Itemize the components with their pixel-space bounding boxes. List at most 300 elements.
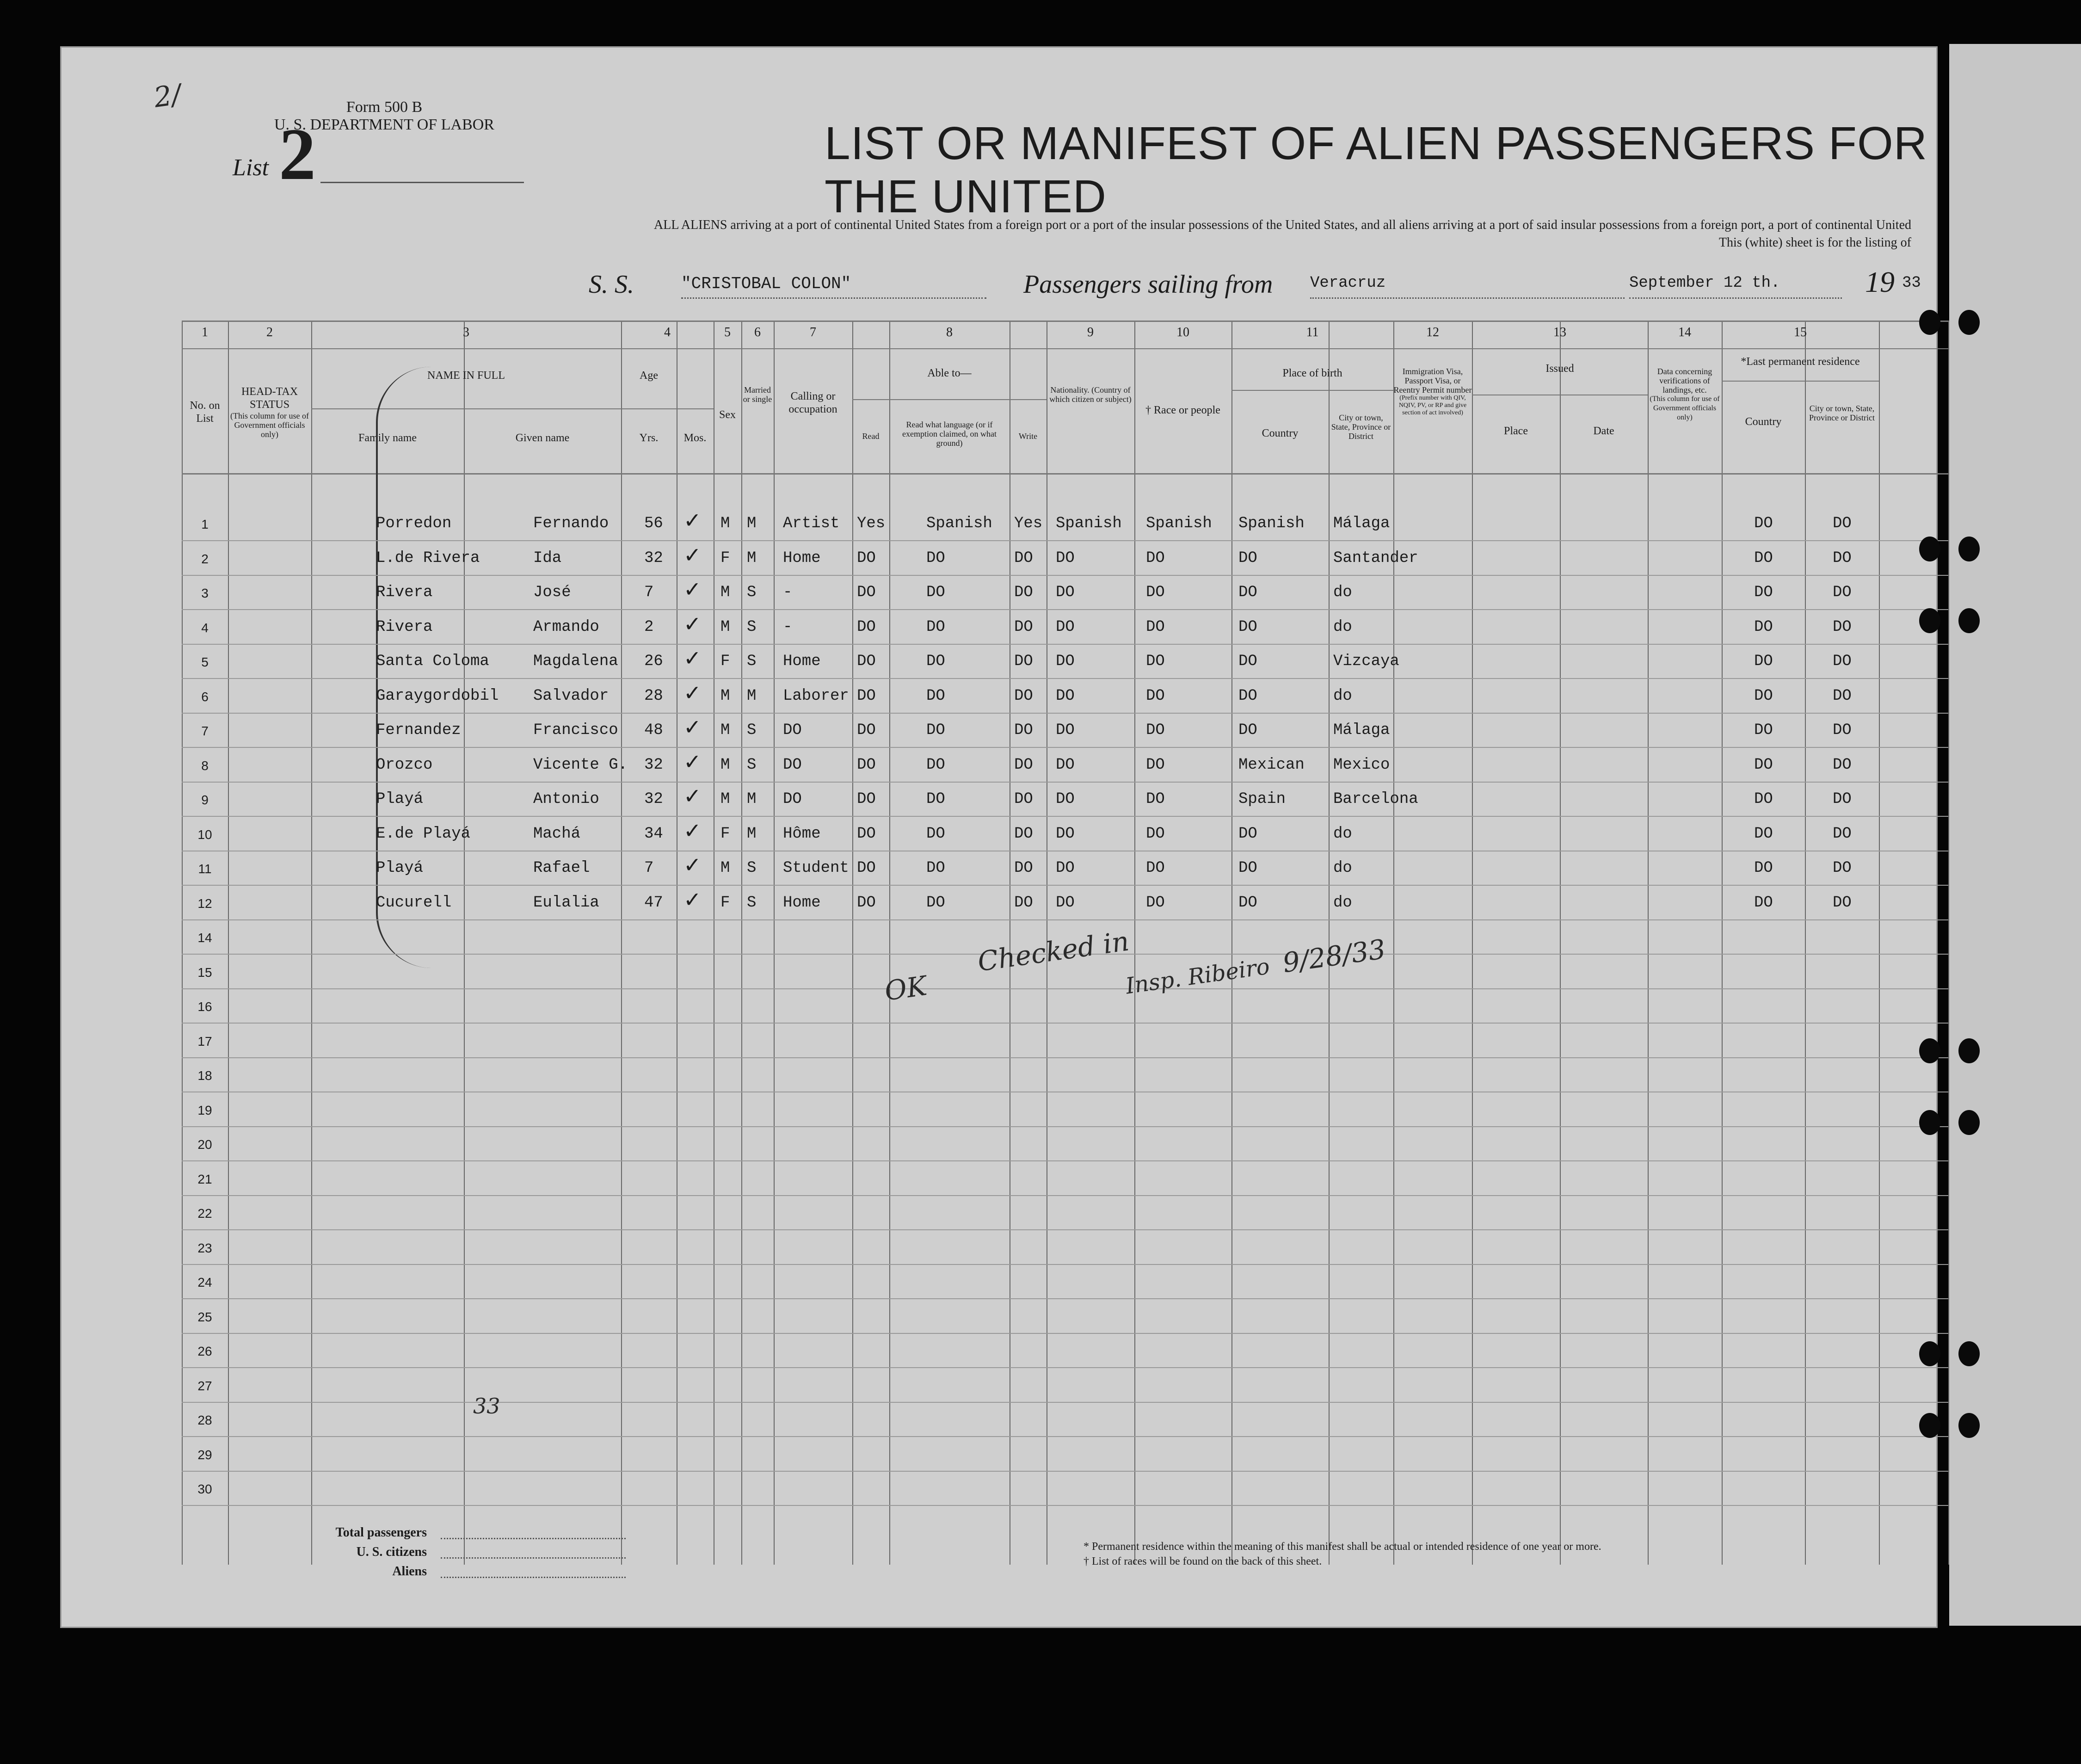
can-write: DO <box>1014 584 1033 601</box>
row-number: 4 <box>201 620 209 635</box>
row-number: 27 <box>197 1378 212 1393</box>
col-number-9: 9 <box>1087 325 1094 339</box>
race: DO <box>1146 825 1165 843</box>
race: DO <box>1146 756 1165 774</box>
can-write: DO <box>1014 894 1033 912</box>
can-read: DO <box>857 584 876 601</box>
can-read: DO <box>857 549 876 567</box>
birth-country: Mexican <box>1238 756 1305 774</box>
can-write: DO <box>1014 825 1033 843</box>
list-label: List <box>233 154 269 181</box>
birth-city: do <box>1333 825 1352 843</box>
family-name: Cucurell <box>376 894 452 912</box>
department-name: U. S. DEPARTMENT OF LABOR <box>274 116 494 133</box>
row-rule <box>182 782 1948 783</box>
race: DO <box>1146 722 1165 739</box>
age-years: 32 <box>644 756 663 774</box>
row-rule <box>182 540 1948 541</box>
sex: M <box>720 515 730 532</box>
family-name: Orozco <box>376 756 433 774</box>
row-number: 1 <box>201 517 209 531</box>
row-rule <box>182 747 1948 748</box>
birth-city: Málaga <box>1333 722 1390 739</box>
marital-status: S <box>747 859 757 877</box>
margin-number: 33 <box>473 1394 500 1419</box>
marital-status: S <box>747 618 757 636</box>
residence-country: DO <box>1754 894 1773 912</box>
hdr-read-language: Read what language (or if exemption claimed, on what ground) <box>902 420 997 448</box>
sex: M <box>720 584 730 601</box>
occupation: - <box>783 618 793 636</box>
family-name: L.de Rivera <box>376 549 480 567</box>
hdr-verification <box>1648 367 1722 422</box>
row-rule <box>182 1298 1948 1299</box>
row-number: 22 <box>197 1206 212 1221</box>
age-years: 7 <box>644 584 654 601</box>
hdr-lr-country: Country <box>1745 416 1782 428</box>
birth-country: DO <box>1238 584 1257 601</box>
birth-city: do <box>1333 859 1352 877</box>
residence-country: DO <box>1754 549 1773 567</box>
list-number: 2 <box>279 113 316 195</box>
ship-line <box>589 265 1953 311</box>
col-number-11: 11 <box>1306 325 1319 339</box>
occupation: Home <box>783 653 821 670</box>
punch-hole <box>1919 1038 1940 1063</box>
occupation: Student <box>783 859 849 877</box>
col-number-3: 3 <box>463 325 469 339</box>
marital-status: S <box>747 584 757 601</box>
can-read: DO <box>857 653 876 670</box>
age-years: 56 <box>644 515 663 532</box>
read-language: DO <box>926 894 945 912</box>
nationality: Spanish <box>1056 515 1122 532</box>
age-years: 7 <box>644 859 654 877</box>
marital-status: M <box>747 790 757 808</box>
row-rule <box>182 1402 1948 1403</box>
residence-city: DO <box>1833 756 1852 774</box>
read-language: Spanish <box>926 515 992 532</box>
check-mark-icon: ✓ <box>683 887 702 912</box>
hdr-yrs: Yrs. <box>639 432 659 444</box>
family-name: Santa Coloma <box>376 653 489 670</box>
residence-city: DO <box>1833 825 1852 843</box>
check-mark-icon: ✓ <box>683 715 702 740</box>
given-name: Fernando <box>533 515 609 532</box>
sex: M <box>720 687 730 705</box>
read-language: DO <box>926 722 945 739</box>
ship-name-line <box>681 297 986 299</box>
hdr-able-to: Able to— <box>927 367 972 379</box>
can-write: Yes <box>1014 515 1043 532</box>
birth-country: DO <box>1238 825 1257 843</box>
marital-status: S <box>747 756 757 774</box>
year-prefix: 19 <box>1865 265 1895 298</box>
given-name: Antonio <box>533 790 599 808</box>
check-mark-icon: ✓ <box>683 646 702 671</box>
age-years: 32 <box>644 790 663 808</box>
sailing-from: Veracruz <box>1310 274 1386 292</box>
given-name: Rafael <box>533 859 590 877</box>
punch-hole <box>1958 537 1980 561</box>
race: DO <box>1146 618 1165 636</box>
nationality: DO <box>1056 825 1075 843</box>
sex: F <box>720 894 730 912</box>
hdr-head-tax-title: HEAD-TAX STATUS <box>241 386 298 411</box>
birth-country: DO <box>1238 894 1257 912</box>
occupation: Home <box>783 894 821 912</box>
residence-city: DO <box>1833 790 1852 808</box>
hdr-birth-city: City or town, State, Province or District <box>1331 413 1391 441</box>
row-number: 21 <box>197 1172 212 1186</box>
marital-status: S <box>747 653 757 670</box>
can-write: DO <box>1014 756 1033 774</box>
row-rule <box>182 816 1948 817</box>
sailing-date: September 12 th. <box>1629 274 1780 292</box>
nationality: DO <box>1056 722 1075 739</box>
row-rule <box>182 1126 1948 1127</box>
race: DO <box>1146 859 1165 877</box>
read-language: DO <box>926 687 945 705</box>
residence-city: DO <box>1833 653 1852 670</box>
residence-city: DO <box>1833 549 1852 567</box>
hdr-read: Read <box>862 432 880 441</box>
row-number: 17 <box>197 1034 212 1049</box>
family-name: Fernandez <box>376 722 461 739</box>
year-suffix: 33 <box>1902 274 1921 292</box>
can-write: DO <box>1014 618 1033 636</box>
age-years: 32 <box>644 549 663 567</box>
row-number: 9 <box>201 793 209 807</box>
col-number-8: 8 <box>946 325 953 339</box>
residence-city: DO <box>1833 859 1852 877</box>
can-read: DO <box>857 756 876 774</box>
occupation: - <box>783 584 793 601</box>
hdr-nationality: Nationality. (Country of which citizen or subject) <box>1049 385 1132 404</box>
punch-hole <box>1919 608 1940 633</box>
row-rule <box>182 988 1948 989</box>
family-name: Playá <box>376 790 424 808</box>
residence-country: DO <box>1754 584 1773 601</box>
birth-city: Vizcaya <box>1333 653 1399 670</box>
row-number: 11 <box>198 862 212 876</box>
col-number-2: 2 <box>266 325 273 339</box>
residence-country: DO <box>1754 790 1773 808</box>
residence-city: DO <box>1833 618 1852 636</box>
can-read: DO <box>857 825 876 843</box>
punch-hole <box>1958 1341 1980 1366</box>
row-rule <box>182 1333 1948 1334</box>
row-number: 25 <box>197 1309 212 1324</box>
read-language: DO <box>926 549 945 567</box>
hdr-name-in-full: NAME IN FULL <box>427 370 505 382</box>
residence-country: DO <box>1754 687 1773 705</box>
nationality: DO <box>1056 549 1075 567</box>
residence-country: DO <box>1754 653 1773 670</box>
punch-hole <box>1919 1341 1940 1366</box>
totals-block <box>283 1523 427 1581</box>
residence-country: DO <box>1754 859 1773 877</box>
check-mark-icon: ✓ <box>683 577 702 602</box>
birth-country: DO <box>1238 722 1257 739</box>
hdr-calling: Calling or occupation <box>788 390 837 415</box>
handwritten-checked: Checked in <box>975 925 1131 978</box>
marital-status: S <box>747 722 757 739</box>
age-years: 47 <box>644 894 663 912</box>
birth-city: do <box>1333 894 1352 912</box>
hdr-visa-title: Immigration Visa, Passport Visa, or Reentry Permit number <box>1393 367 1472 395</box>
check-mark-icon: ✓ <box>683 852 702 877</box>
given-name: Salvador <box>533 687 609 705</box>
row-number: 18 <box>197 1068 212 1083</box>
sex: M <box>720 722 730 739</box>
check-mark-icon: ✓ <box>683 508 702 533</box>
row-rule <box>182 1023 1948 1024</box>
handwritten-date: 9/28/33 <box>1281 933 1388 979</box>
manifest-page <box>60 46 1938 1628</box>
check-mark-icon: ✓ <box>683 611 702 636</box>
col-number-15: 15 <box>1794 325 1807 339</box>
hdr-issued-place: Place <box>1504 425 1528 437</box>
punch-hole <box>1958 1413 1980 1438</box>
birth-country: Spanish <box>1238 515 1305 532</box>
manifest-subtitle <box>413 216 1911 252</box>
hdr-visa-note: (Prefix number with QIV, NQIV, PV, or RP and give section of act involved) <box>1398 395 1467 416</box>
given-name: José <box>533 584 571 601</box>
read-language: DO <box>926 756 945 774</box>
col-number-10: 10 <box>1176 325 1189 339</box>
birth-country: Spain <box>1238 790 1286 808</box>
check-mark-icon: ✓ <box>683 680 702 705</box>
given-name: Francisco <box>533 722 618 739</box>
row-number: 14 <box>197 931 212 945</box>
sailing-label: Passengers sailing from <box>1023 270 1273 299</box>
check-mark-icon: ✓ <box>683 818 702 843</box>
can-read: DO <box>857 859 876 877</box>
hdr-issued-date: Date <box>1593 425 1614 437</box>
birth-city: Málaga <box>1333 515 1390 532</box>
row-rule <box>182 885 1948 886</box>
col-number-7: 7 <box>810 325 816 339</box>
nationality: DO <box>1056 756 1075 774</box>
sex: F <box>720 653 730 670</box>
can-read: DO <box>857 790 876 808</box>
can-write: DO <box>1014 722 1033 739</box>
handwritten-ok: OK <box>882 970 929 1007</box>
ship-name: "CRISTOBAL COLON" <box>681 274 851 293</box>
hdr-last-residence: *Last permanent residence <box>1741 356 1860 368</box>
row-rule <box>182 1195 1948 1196</box>
birth-country: DO <box>1238 859 1257 877</box>
can-read: DO <box>857 894 876 912</box>
col-number-5: 5 <box>724 325 731 339</box>
manifest-table <box>182 321 1948 1565</box>
nationality: DO <box>1056 653 1075 670</box>
occupation: DO <box>783 756 802 774</box>
punch-hole <box>1958 1110 1980 1135</box>
row-number: 16 <box>197 999 212 1014</box>
sex: F <box>720 825 730 843</box>
hdr-immigration-visa <box>1393 367 1472 417</box>
punch-hole <box>1919 1413 1940 1438</box>
can-read: DO <box>857 722 876 739</box>
race: DO <box>1146 549 1165 567</box>
punch-hole <box>1919 537 1940 561</box>
row-rule <box>182 575 1948 576</box>
row-number: 3 <box>201 586 209 600</box>
family-name: Porredon <box>376 515 452 532</box>
race: DO <box>1146 894 1165 912</box>
residence-country: DO <box>1754 722 1773 739</box>
row-rule <box>182 713 1948 714</box>
race: DO <box>1146 584 1165 601</box>
hdr-race: † Race or people <box>1145 404 1220 416</box>
can-write: DO <box>1014 687 1033 705</box>
handwritten-inspector: Insp. Ribeiro <box>1124 953 1271 999</box>
row-number: 7 <box>201 724 209 738</box>
marital-status: M <box>747 825 757 843</box>
row-number: 2 <box>201 551 209 566</box>
col-number-13: 13 <box>1553 325 1566 339</box>
col-number-6: 6 <box>754 325 761 339</box>
manifest-title: LIST OR MANIFEST OF ALIEN PASSENGERS FOR THE UNITED <box>825 117 1927 222</box>
row-rule <box>182 1367 1948 1368</box>
can-read: DO <box>857 618 876 636</box>
can-read: DO <box>857 687 876 705</box>
occupation: DO <box>783 790 802 808</box>
hdr-place-of-birth: Place of birth <box>1282 367 1342 379</box>
can-read: Yes <box>857 515 886 532</box>
row-number: 6 <box>201 689 209 704</box>
given-name: Magdalena <box>533 653 618 670</box>
read-language: DO <box>926 790 945 808</box>
row-number: 8 <box>201 758 209 773</box>
sex: M <box>720 790 730 808</box>
residence-country: DO <box>1754 515 1773 532</box>
hdr-married: Married or single <box>743 385 772 404</box>
hdr-lr-city: City or town, State, Province or District <box>1809 404 1875 422</box>
hdr-family-name: Family name <box>358 432 417 444</box>
read-language: DO <box>926 618 945 636</box>
given-name: Armando <box>533 618 599 636</box>
family-name: Playá <box>376 859 424 877</box>
can-write: DO <box>1014 653 1033 670</box>
birth-city: Mexico <box>1333 756 1390 774</box>
sailing-from-line <box>1310 297 1625 299</box>
read-language: DO <box>926 859 945 877</box>
residence-city: DO <box>1833 584 1852 601</box>
punch-hole <box>1919 1110 1940 1135</box>
check-mark-icon: ✓ <box>683 783 702 808</box>
row-number: 29 <box>197 1447 212 1462</box>
race: DO <box>1146 687 1165 705</box>
col-number-1: 1 <box>202 325 208 339</box>
occupation: Laborer <box>783 687 849 705</box>
aliens-label: Aliens <box>392 1564 427 1579</box>
residence-city: DO <box>1833 722 1852 739</box>
age-years: 48 <box>644 722 663 739</box>
subtitle-line-2: This (white) sheet is for the listing of <box>1718 235 1911 250</box>
nationality: DO <box>1056 584 1075 601</box>
sex: M <box>720 859 730 877</box>
row-number: 23 <box>197 1240 212 1255</box>
marital-status: M <box>747 687 757 705</box>
punch-hole <box>1958 1038 1980 1063</box>
row-number: 5 <box>201 655 209 669</box>
hdr-no-on-list: No. on List <box>190 400 220 425</box>
marital-status: S <box>747 894 757 912</box>
row-rule <box>182 919 1948 920</box>
us-citizens-label: U. S. citizens <box>356 1545 427 1559</box>
family-name: E.de Playá <box>376 825 471 843</box>
subtitle-line-1: ALL ALIENS arriving at a port of continental United States from a foreign port or a port of the insular possessions of the United States, and all aliens arriving at a port of said insular possessions from a foreign port, a port of continental United <box>654 218 1911 232</box>
col-number-4: 4 <box>664 325 671 339</box>
occupation: DO <box>783 722 802 739</box>
residence-city: DO <box>1833 515 1852 532</box>
corner-mark: 2/ <box>152 78 183 114</box>
total-passengers-line <box>441 1538 626 1539</box>
hdr-birth-country: Country <box>1262 427 1299 439</box>
check-mark-icon: ✓ <box>683 749 702 774</box>
read-language: DO <box>926 653 945 670</box>
age-years: 34 <box>644 825 663 843</box>
sailing-date-line <box>1629 297 1842 299</box>
birth-city: do <box>1333 687 1352 705</box>
sex: M <box>720 618 730 636</box>
hdr-mos: Mos. <box>683 432 707 444</box>
family-name: Garaygordobil <box>376 687 499 705</box>
residence-city: DO <box>1833 894 1852 912</box>
read-language: DO <box>926 825 945 843</box>
check-mark-icon: ✓ <box>683 542 702 567</box>
row-number: 24 <box>197 1275 212 1289</box>
given-name: Eulalia <box>533 894 599 912</box>
row-number: 30 <box>197 1482 212 1496</box>
row-rule <box>182 1436 1948 1437</box>
race: DO <box>1146 653 1165 670</box>
residence-country: DO <box>1754 825 1773 843</box>
hdr-given-name: Given name <box>515 432 570 444</box>
punch-hole <box>1958 608 1980 633</box>
birth-country: DO <box>1238 618 1257 636</box>
sex: M <box>720 756 730 774</box>
residence-city: DO <box>1833 687 1852 705</box>
row-rule <box>182 644 1948 645</box>
occupation: Home <box>783 549 821 567</box>
total-passengers-label: Total passengers <box>335 1525 427 1540</box>
punch-hole <box>1958 310 1980 335</box>
birth-country: DO <box>1238 549 1257 567</box>
list-underline <box>320 182 524 183</box>
birth-city: Santander <box>1333 549 1418 567</box>
occupation: Artist <box>783 515 840 532</box>
row-number: 12 <box>197 896 212 911</box>
row-number: 10 <box>197 827 212 842</box>
age-years: 28 <box>644 687 663 705</box>
birth-city: Barcelona <box>1333 790 1418 808</box>
nationality: DO <box>1056 859 1075 877</box>
row-rule <box>182 1471 1948 1472</box>
col-number-14: 14 <box>1678 325 1691 339</box>
footnote-residence: * Permanent residence within the meaning of this manifest shall be actual or intended residence of one year or more. <box>1084 1541 1601 1553</box>
row-number: 15 <box>197 965 212 980</box>
race: DO <box>1146 790 1165 808</box>
hdr-verification-title: Data concerning verifications of landings, etc. <box>1657 367 1712 395</box>
row-number: 28 <box>197 1413 212 1427</box>
age-years: 26 <box>644 653 663 670</box>
read-language: DO <box>926 584 945 601</box>
hdr-write: Write <box>1018 432 1038 441</box>
